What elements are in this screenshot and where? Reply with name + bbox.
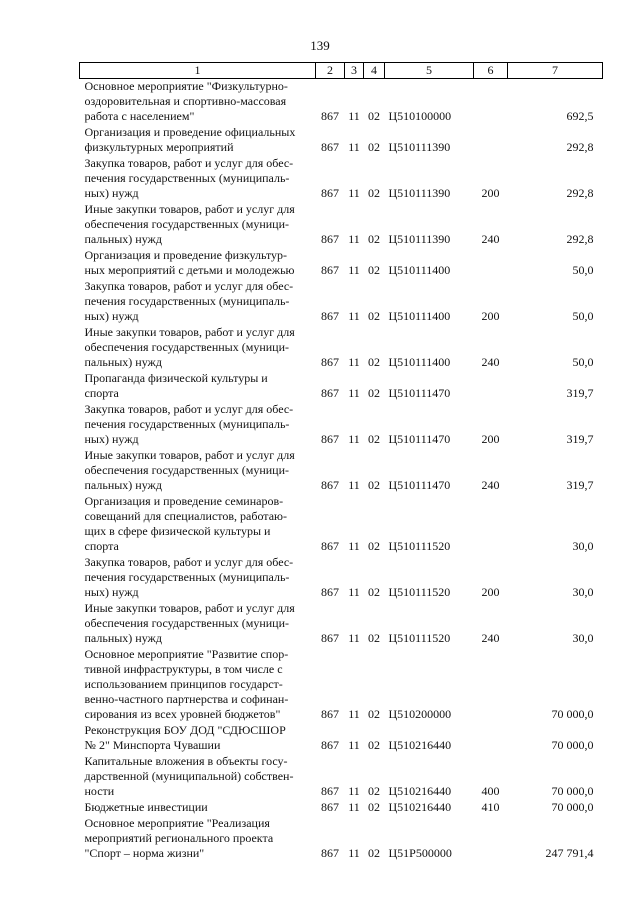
expense-type-cell: 240 [481,355,500,369]
row-name-line: физкультурных мероприятий [84,140,234,154]
ministry-code-cell: 867 [321,186,339,200]
row-name-line: использованием принципов государст- [84,677,283,691]
table-row [80,371,603,402]
row-name-line: ных) нужд [84,432,139,446]
table-row [80,402,603,448]
row-name-line: обеспечения государственных (муници- [84,463,290,477]
row-name-line: печения государственных (муниципаль- [84,417,290,431]
row-name-line: Организация и проведение физкультур- [84,248,288,262]
table-body [80,79,603,863]
target-article-cell: Ц51P500000 [388,846,452,860]
header-col-3: 3 [345,63,364,79]
subsection-code-cell: 02 [368,309,380,323]
ministry-code-cell: 867 [321,738,339,752]
expense-type-cell [474,723,508,754]
ministry-code-cell: 867 [321,140,339,154]
row-name-line: пальных) нужд [84,631,162,645]
row-name-cell [80,79,316,126]
expense-type-cell [474,371,508,402]
row-name-line: обеспечения государственных (муници- [84,340,290,354]
section-code-cell: 11 [348,631,360,645]
header-col-4: 4 [364,63,385,79]
header-col-5: 5 [385,63,474,79]
expense-type-cell: 200 [481,186,500,200]
row-name-line: Закупка товаров, работ и услуг для обес- [84,555,294,569]
row-name-line: тивной инфраструктуры, в том числе с [84,662,283,676]
subsection-code-cell: 02 [368,631,380,645]
subsection-code-cell: 02 [368,232,380,246]
row-name-cell [80,402,316,448]
header-row [80,63,603,79]
row-name-line: мероприятий регионального проекта [84,831,274,845]
amount-cell: 319,7 [566,432,594,446]
row-name-line: пальных) нужд [84,355,162,369]
row-name-cell [80,279,316,325]
amount-cell: 692,5 [566,109,594,123]
row-name-cell [80,494,316,555]
subsection-code-cell: 02 [368,585,380,599]
amount-cell: 70 000,0 [551,784,594,798]
table-row [80,248,603,279]
target-article-cell: Ц510111400 [388,355,451,369]
row-name-cell [80,647,316,723]
subsection-code-cell: 02 [368,784,380,798]
row-name-line: дарственной (муниципальной) собствен- [84,769,294,783]
row-name-line: совещаний для специалистов, работаю- [84,509,287,523]
row-name-cell [80,325,316,371]
row-name-line: Иные закупки товаров, работ и услуг для [84,325,295,339]
target-article-cell: Ц510111520 [388,631,451,645]
section-code-cell: 11 [348,355,360,369]
amount-cell: 70 000,0 [551,738,594,752]
target-article-cell: Ц510111470 [388,478,451,492]
expense-type-cell [474,647,508,723]
section-code-cell: 11 [348,109,360,123]
ministry-code-cell: 867 [321,355,339,369]
row-name-line: обеспечения государственных (муници- [84,616,290,630]
table-row [80,494,603,555]
amount-cell: 70 000,0 [551,707,594,721]
ministry-code-cell: 867 [321,846,339,860]
target-article-cell: Ц510111390 [388,232,451,246]
table-row [80,555,603,601]
table-row [80,125,603,156]
row-name-line: Закупка товаров, работ и услуг для обес- [84,156,294,170]
amount-cell: 292,8 [566,140,594,154]
subsection-code-cell: 02 [368,386,380,400]
table-row [80,800,603,816]
row-name-line: Закупка товаров, работ и услуг для обес- [84,402,294,416]
table-row [80,202,603,248]
subsection-code-cell: 02 [368,800,380,814]
table-row [80,279,603,325]
section-code-cell: 11 [348,800,360,814]
amount-cell: 50,0 [572,263,594,277]
subsection-code-cell: 02 [368,109,380,123]
expense-type-cell [474,125,508,156]
target-article-cell: Ц510111400 [388,309,451,323]
section-code-cell: 11 [348,386,360,400]
subsection-code-cell: 02 [368,432,380,446]
row-name-cell [80,601,316,647]
section-code-cell: 11 [348,539,360,553]
row-name-line: сирования из всех уровней бюджетов" [84,707,281,721]
page-number: 139 [310,38,330,53]
ministry-code-cell: 867 [321,309,339,323]
ministry-code-cell: 867 [321,432,339,446]
row-name-cell [80,202,316,248]
row-name-line: Капитальные вложения в объекты госу- [84,754,288,768]
amount-cell: 247 791,4 [545,846,594,860]
row-name-line: печения государственных (муниципаль- [84,171,290,185]
amount-cell: 319,7 [566,478,594,492]
header-col-6: 6 [474,63,508,79]
ministry-code-cell: 867 [321,109,339,123]
subsection-code-cell: 02 [368,140,380,154]
table-row [80,448,603,494]
row-name-line: Бюджетные инвестиции [84,800,208,814]
row-name-line: Основное мероприятие "Реализация [84,816,270,830]
row-name-line: Иные закупки товаров, работ и услуг для [84,601,295,615]
header-col-1: 1 [80,63,316,79]
expense-type-cell [474,816,508,862]
row-name-line: № 2" Минспорта Чувашии [84,738,221,752]
row-name-line: Основное мероприятие "Развитие спор- [84,647,289,661]
expense-type-cell: 410 [481,800,500,814]
subsection-code-cell: 02 [368,707,380,721]
target-article-cell: Ц510111390 [388,140,451,154]
row-name-line: спорта [84,539,119,553]
amount-cell: 319,7 [566,386,594,400]
row-name-line: ных) нужд [84,186,139,200]
amount-cell: 30,0 [572,585,594,599]
row-name-cell [80,754,316,800]
row-name-line: спорта [84,386,119,400]
table-header [80,63,603,79]
row-name-line: Пропаганда физической культуры и [84,371,268,385]
expense-type-cell [474,494,508,555]
row-name-cell [80,156,316,202]
target-article-cell: Ц510111390 [388,186,451,200]
ministry-code-cell: 867 [321,707,339,721]
row-name-line: печения государственных (муниципаль- [84,294,290,308]
expense-type-cell: 240 [481,478,500,492]
row-name-line: Иные закупки товаров, работ и услуг для [84,202,295,216]
table-row [80,325,603,371]
ministry-code-cell: 867 [321,800,339,814]
section-code-cell: 11 [348,784,360,798]
section-code-cell: 11 [348,585,360,599]
expense-type-cell: 240 [481,631,500,645]
target-article-cell: Ц510100000 [388,109,452,123]
ministry-code-cell: 867 [321,784,339,798]
subsection-code-cell: 02 [368,263,380,277]
section-code-cell: 11 [348,263,360,277]
target-article-cell: Ц510216440 [388,784,452,798]
row-name-cell [80,125,316,156]
expense-type-cell: 400 [481,784,500,798]
ministry-code-cell: 867 [321,478,339,492]
section-code-cell: 11 [348,738,360,752]
header-col-2: 2 [316,63,345,79]
table-row [80,156,603,202]
table-row [80,754,603,800]
row-name-line: Основное мероприятие "Физкультурно- [84,79,288,93]
row-name-line: Реконструкция БОУ ДОД "СДЮСШОР [84,723,286,737]
table-row [80,816,603,862]
expense-type-cell: 240 [481,232,500,246]
target-article-cell: Ц510200000 [388,707,452,721]
row-name-line: ных) нужд [84,309,139,323]
row-name-line: Организация и проведение официальных [84,125,296,139]
target-article-cell: Ц510216440 [388,738,452,752]
expense-type-cell [474,79,508,126]
subsection-code-cell: 02 [368,478,380,492]
expense-type-cell: 200 [481,585,500,599]
row-name-cell [80,800,316,816]
expense-type-cell: 200 [481,432,500,446]
expense-type-cell: 200 [481,309,500,323]
section-code-cell: 11 [348,232,360,246]
row-name-line: ности [84,784,115,798]
subsection-code-cell: 02 [368,539,380,553]
ministry-code-cell: 867 [321,631,339,645]
amount-cell: 50,0 [572,309,594,323]
row-name-cell [80,448,316,494]
amount-cell: 30,0 [572,631,594,645]
row-name-line: Закупка товаров, работ и услуг для обес- [84,279,294,293]
row-name-cell [80,371,316,402]
budget-table [79,62,603,862]
ministry-code-cell: 867 [321,386,339,400]
amount-cell: 292,8 [566,186,594,200]
row-name-line: пальных) нужд [84,232,162,246]
section-code-cell: 11 [348,478,360,492]
table-row [80,723,603,754]
subsection-code-cell: 02 [368,846,380,860]
amount-cell: 70 000,0 [551,800,594,814]
subsection-code-cell: 02 [368,186,380,200]
row-name-cell [80,248,316,279]
target-article-cell: Ц510111470 [388,386,451,400]
expense-type-cell [474,248,508,279]
table-row [80,601,603,647]
ministry-code-cell: 867 [321,539,339,553]
header-col-7: 7 [508,63,603,79]
section-code-cell: 11 [348,140,360,154]
row-name-line: обеспечения государственных (муници- [84,217,290,231]
section-code-cell: 11 [348,707,360,721]
row-name-line: работа с населением" [84,109,195,123]
ministry-code-cell: 867 [321,232,339,246]
row-name-line: ных мероприятий с детьми и молодежью [84,263,295,277]
section-code-cell: 11 [348,309,360,323]
ministry-code-cell: 867 [321,263,339,277]
row-name-cell [80,555,316,601]
target-article-cell: Ц510111520 [388,539,451,553]
subsection-code-cell: 02 [368,355,380,369]
row-name-line: Иные закупки товаров, работ и услуг для [84,448,295,462]
section-code-cell: 11 [348,432,360,446]
row-name-cell [80,816,316,862]
row-name-line: щих в сфере физической культуры и [84,524,271,538]
target-article-cell: Ц510111520 [388,585,451,599]
row-name-line: пальных) нужд [84,478,162,492]
target-article-cell: Ц510216440 [388,800,452,814]
subsection-code-cell: 02 [368,738,380,752]
amount-cell: 292,8 [566,232,594,246]
section-code-cell: 11 [348,186,360,200]
row-name-line: печения государственных (муниципаль- [84,570,290,584]
table-row [80,79,603,126]
amount-cell: 50,0 [572,355,594,369]
target-article-cell: Ц510111470 [388,432,451,446]
row-name-cell [80,723,316,754]
row-name-line: ных) нужд [84,585,139,599]
table-row [80,647,603,723]
row-name-line: Организация и проведение семинаров- [84,494,284,508]
target-article-cell: Ц510111400 [388,263,451,277]
amount-cell: 30,0 [572,539,594,553]
row-name-line: оздоровительная и спортивно-массовая [84,94,287,108]
ministry-code-cell: 867 [321,585,339,599]
section-code-cell: 11 [348,846,360,860]
row-name-line: "Спорт – норма жизни" [84,846,205,860]
row-name-line: венно-частного партнерства и софинан- [84,692,289,706]
